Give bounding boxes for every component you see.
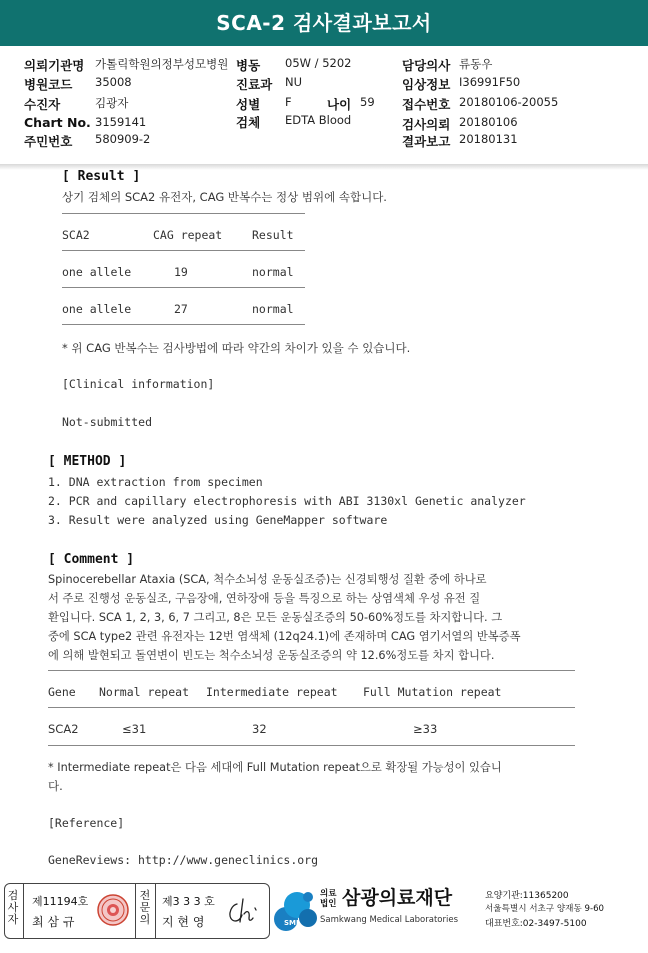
examiner-label	[6, 890, 20, 926]
expert-name: 지 현 영	[162, 915, 205, 929]
result-header-result: Result	[252, 228, 294, 242]
rrn-value: 580909-2	[95, 132, 151, 146]
org-english: Samkwang Medical Laboratories	[320, 915, 459, 925]
ward-label: 병동	[236, 58, 261, 73]
comment-line: 에 의해 발현되고 돌연변이 빈도는 척수소뇌성 운동실조증의 약 12.6%정도를 차지 합니다.	[48, 649, 495, 662]
result-row-cag: 27	[174, 302, 188, 316]
comment-table-rule	[48, 670, 575, 671]
comment-header-gene: Gene	[48, 685, 76, 699]
doctor-label: 담당의사	[402, 58, 451, 73]
patient-value: 김광자	[95, 96, 129, 110]
request-value: 20180106	[459, 115, 518, 129]
age-label: 나이	[327, 97, 352, 112]
expert-label-text: 전문의	[139, 889, 151, 926]
examiner-label-text: 검사자	[7, 889, 19, 926]
seal-stamp-icon	[96, 893, 130, 927]
org-prefix-text: 의료법인	[320, 889, 337, 909]
hospital-code-label: 병원코드	[24, 77, 73, 92]
expert-label	[138, 890, 152, 926]
comment-note: 다.	[48, 779, 63, 793]
result-note: * 위 CAG 반복수는 검사방법에 따라 약간의 차이가 있을 수 있습니다.	[62, 341, 411, 355]
comment-line: 중에 SCA type2 관련 유전자는 12번 염색체 (12q24.1)에 존재하며 CAG 염기서열의 반복증폭	[48, 630, 521, 643]
clinical-label: 임상정보	[402, 77, 451, 92]
examiner-license: 제11194호	[32, 895, 89, 908]
institution-code: 요양기관:11365200	[485, 891, 569, 901]
specimen-value: EDTA Blood	[285, 113, 352, 127]
result-table-rule	[62, 287, 305, 288]
signature-icon	[223, 894, 263, 928]
patient-label: 수진자	[24, 97, 61, 112]
org-prefix	[320, 889, 340, 909]
comment-note: * Intermediate repeat은 다음 세대에 Full Mutation repeat으로 확장될 가능성이 있습니	[48, 761, 502, 774]
result-row-allele: one allele	[62, 265, 132, 279]
doctor-value: 류동우	[459, 57, 493, 71]
rrn-label: 주민번호	[24, 134, 73, 149]
result-header-cag: CAG repeat	[153, 228, 223, 242]
divider	[135, 884, 136, 938]
ward-value: 05W / 5202	[285, 56, 352, 70]
comment-heading: [ Comment ]	[48, 552, 135, 567]
institution-label: 의뢰기관명	[24, 58, 85, 73]
examiner-name: 최 삼 규	[32, 915, 75, 929]
result-row-allele: one allele	[62, 302, 132, 316]
comment-line: 환입니다. SCA 1, 2, 3, 6, 7 그리고, 8은 모든 운동실조증의 50-60%정도를 차지합니다. 그	[48, 611, 503, 624]
org-name: 삼광의료재단	[342, 887, 453, 909]
method-step: 1. DNA extraction from specimen	[48, 475, 263, 489]
reference-link: GeneReviews: http://www.geneclinics.org	[48, 853, 319, 867]
sml-logo-icon	[270, 885, 318, 933]
result-header-gene: SCA2	[62, 228, 90, 242]
clinical-info-value: Not-submitted	[62, 415, 153, 429]
sex-label: 성별	[236, 97, 261, 112]
result-table-rule	[62, 250, 305, 251]
comment-row-intermediate: 32	[252, 722, 267, 736]
method-heading: [ METHOD ]	[48, 454, 127, 469]
divider	[23, 884, 24, 938]
method-step: 3. Result were analyzed using GeneMapper software	[48, 513, 388, 527]
signature-box	[4, 883, 270, 939]
result-row-result: normal	[252, 302, 294, 316]
comment-table-rule	[48, 707, 575, 708]
result-summary: 상기 검체의 SCA2 유전자, CAG 반복수는 정상 범위에 속합니다.	[62, 190, 387, 204]
patient-info-panel	[0, 46, 648, 164]
comment-row-normal: ≤31	[122, 722, 147, 736]
comment-row-gene: SCA2	[48, 722, 79, 736]
result-row-cag: 19	[174, 265, 188, 279]
result-heading: [ Result ]	[62, 169, 141, 184]
report-title: SCA-2 검사결과보고서	[0, 0, 648, 46]
report-date-label: 결과보고	[402, 134, 451, 149]
age-value: 59	[360, 95, 375, 109]
chart-value: 3159141	[95, 115, 147, 129]
chart-label: Chart No.	[24, 115, 91, 130]
result-table-rule	[62, 324, 305, 325]
dept-value: NU	[285, 75, 303, 89]
comment-header-intermediate: Intermediate repeat	[206, 685, 338, 699]
logo-text: SML	[284, 919, 301, 927]
reference-heading: [Reference]	[48, 816, 125, 830]
comment-row-full: ≥33	[413, 722, 438, 736]
comment-table-rule	[48, 745, 575, 746]
report-date-value: 20180131	[459, 132, 518, 146]
result-row-result: normal	[252, 265, 294, 279]
method-step: 2. PCR and capillary electrophoresis with ABI 3130xl Genetic analyzer	[48, 494, 526, 508]
comment-header-normal: Normal repeat	[99, 685, 190, 699]
result-table-rule	[62, 213, 305, 214]
comment-header-full: Full Mutation repeat	[363, 685, 502, 699]
comment-line: 서 주로 진행성 운동실조, 구음장애, 연하장애 등을 특징으로 하는 상염색체 우성 유전 질	[48, 592, 481, 605]
institution-value: 가톨릭학원의정부성모병원	[95, 57, 229, 71]
dept-label: 진료과	[236, 77, 273, 92]
org-phone: 대표번호:02-3497-5100	[485, 919, 587, 929]
clinical-value: I36991F50	[459, 75, 521, 89]
hospital-code-value: 35008	[95, 75, 132, 89]
sex-value: F	[285, 95, 292, 109]
request-label: 검사의뢰	[402, 117, 451, 132]
clinical-info-heading: [Clinical information]	[62, 377, 215, 391]
org-address: 서울특별시 서초구 양재동 9-60	[485, 904, 605, 914]
reception-value: 20180106-20055	[459, 95, 559, 109]
reception-label: 접수번호	[402, 97, 451, 112]
comment-line: Spinocerebellar Ataxia (SCA, 척수소뇌성 운동실조증)는 신경퇴행성 질환 중에 하나로	[48, 573, 487, 586]
expert-license: 제3 3 3 호	[162, 895, 215, 908]
specimen-label: 검체	[236, 115, 261, 130]
divider	[155, 884, 156, 938]
